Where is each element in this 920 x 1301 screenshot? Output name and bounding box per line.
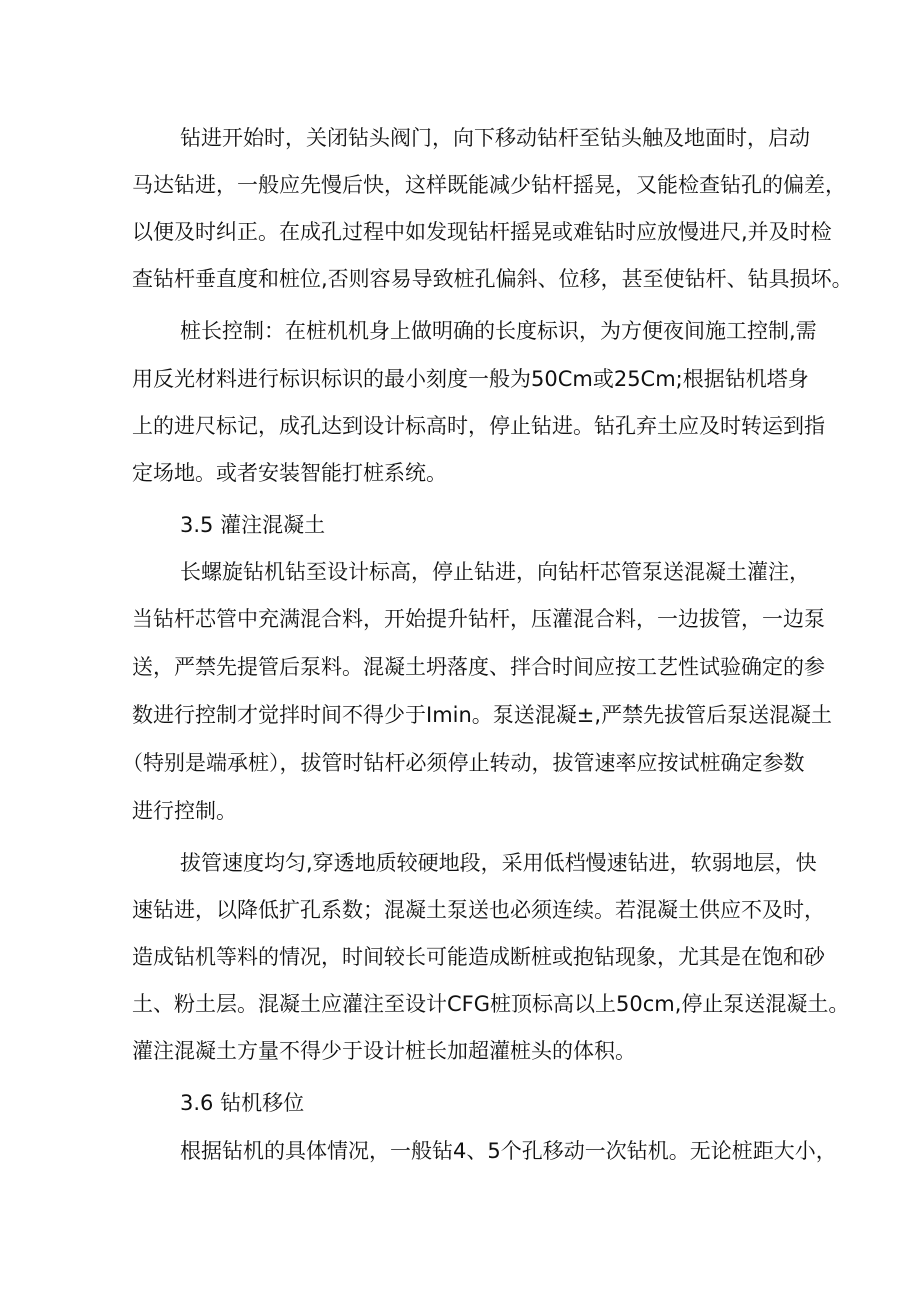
paragraph-3-line-3: 送，严禁先提管后泵料。混凝土坍落度、拌合时间应按工艺性试验确定的参 (132, 655, 825, 679)
paragraph-3-line-6: 进行控制。 (132, 799, 237, 823)
paragraph-2-line-3: 上的进尺标记，成孔达到设计标高时，停止钻进。钻孔弃土应及时转运到指 (132, 414, 825, 438)
paragraph-1-line-4: 查钻杆垂直度和桩位,否则容易导致桩孔偏斜、位移，甚至使钻杆、钻具损坏。 (132, 267, 853, 291)
paragraph-3-line-4: 数进行控制才觉拌时间不得少于Imin。泵送混凝±,严禁先拔管后泵送混凝土 (132, 703, 833, 727)
paragraph-4-line-2: 速钻进，以降低扩孔系数；混凝土泵送也必须连续。若混凝土供应不及时， (132, 898, 825, 922)
paragraph-4-line-3: 造成钻机等料的情况，时间较长可能造成断桩或抱钻现象，尤其是在饱和砂 (132, 945, 825, 969)
paragraph-2-line-1: 桩长控制：在桩机机身上做明确的长度标识，为方便夜间施工控制,需 (180, 319, 817, 343)
paragraph-1-line-3: 以便及时纠正。在成孔过程中如发现钻杆摇晃或难钻时应放慢进尺,并及时检 (132, 220, 832, 244)
paragraph-1-line-1: 钻进开始时，关闭钻头阀门，向下移动钻杆至钻头触及地面时，启动 (180, 126, 810, 150)
paragraph-3-line-5: （特别是端承桩），拔管时钻杆必须停止转动，拔管速率应按试桩确定参数 (122, 751, 805, 775)
section-heading-3-6: 3.6 钻机移位 (180, 1091, 305, 1115)
paragraph-1-line-2: 马达钻进，一般应先慢后快，这样既能减少钻杆摇晃，又能检查钻孔的偏差， (132, 173, 846, 197)
paragraph-4-line-4: 土、粉土层。混凝土应灌注至设计CFG桩顶标高以上50cm,停止泵送混凝土。 (132, 992, 850, 1016)
paragraph-2-line-2: 用反光材料进行标识标识的最小刻度一般为50Cm或25Cm;根据钻机塔身 (132, 367, 809, 391)
paragraph-4-line-1: 拔管速度均匀,穿透地质较硬地段，采用低档慢速钻进，软弱地层，快 (180, 851, 817, 875)
paragraph-3-line-1: 长螺旋钻机钻至设计标高，停止钻进，向钻杆芯管泵送混凝土灌注， (180, 560, 810, 584)
section-heading-3-5: 3.5 灌注混凝土 (180, 513, 326, 537)
paragraph-3-line-2: 当钻杆芯管中充满混合料，开始提升钻杆，压灌混合料，一边拔管，一边泵 (132, 607, 825, 631)
paragraph-5-line-1: 根据钻机的具体情况，一般钻4、5个孔移动一次钻机。无论桩距大小， (180, 1139, 837, 1163)
paragraph-4-line-5: 灌注混凝土方量不得少于设计桩长加超灌桩头的体积。 (132, 1039, 636, 1063)
paragraph-2-line-4: 定场地。或者安装智能打桩系统。 (132, 461, 447, 485)
